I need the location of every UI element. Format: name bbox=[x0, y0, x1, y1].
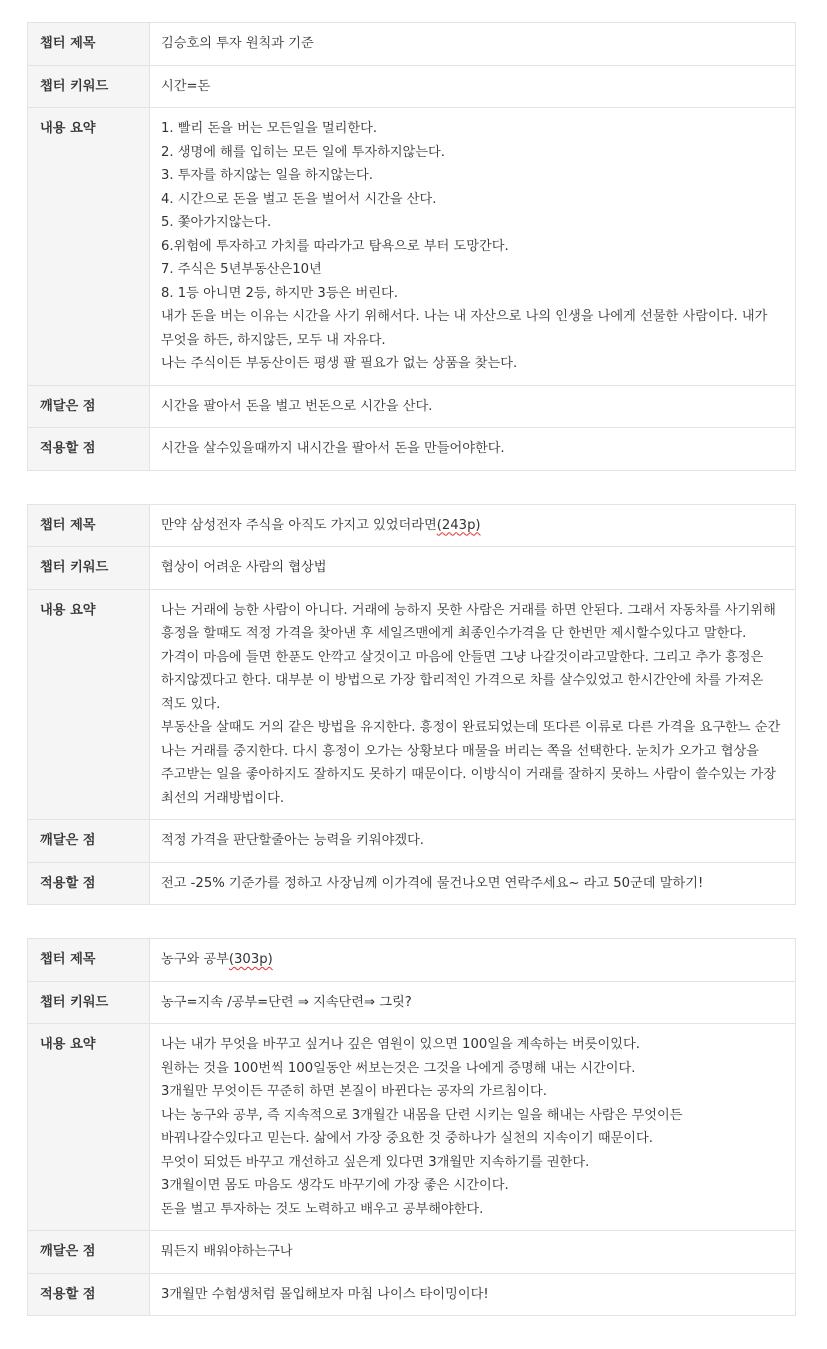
document-body bbox=[27, 22, 796, 1349]
chapter-insight: 적정 가격을 판단할줄아는 능력을 키워야겠다. bbox=[150, 820, 796, 863]
summary-line: 4. 시간으로 돈을 벌고 돈을 벌어서 시간을 산다. bbox=[161, 191, 437, 207]
row-label-apply: 적용할 점 bbox=[28, 862, 150, 905]
summary-line: 돈을 벌고 투자하는 것도 노력하고 배우고 공부해야한다. bbox=[161, 1201, 484, 1217]
row-label-keyword: 챕터 키워드 bbox=[28, 65, 150, 108]
row-label-apply: 적용할 점 bbox=[28, 1273, 150, 1316]
summary-line: 나는 주식이든 부동산이든 평생 팔 필요가 없는 상품을 찾는다. bbox=[161, 356, 518, 371]
chapter-title-page: (243p) bbox=[436, 517, 481, 533]
summary-line: 2. 생명에 해를 입히는 모든 일에 투자하지않는다. bbox=[161, 144, 445, 160]
chapter-insight: 시간을 팔아서 돈을 벌고 번돈으로 시간을 산다. bbox=[150, 385, 796, 428]
table-row bbox=[28, 23, 796, 66]
chapter-title: 김승호의 투자 원칙과 기준 bbox=[150, 23, 796, 66]
table-row bbox=[28, 589, 796, 820]
summary-line: 3개월이면 몸도 마음도 생각도 바꾸기에 가장 좋은 시간이다. bbox=[161, 1178, 509, 1193]
summary-line: 원하는 것을 100번씩 100일동안 써보는것은 그것을 나에게 증명해 내는 시간이다. bbox=[161, 1060, 636, 1076]
chapter-title-main: 만약 삼성전자 주식을 아직도 가지고 있었더라면 bbox=[161, 517, 437, 533]
chapter-insight: 뭐든지 배워야하는구나 bbox=[150, 1231, 796, 1274]
summary-line: 7. 주식은 5년부동산은10년 bbox=[161, 262, 322, 277]
summary-line: 1. 빨리 돈을 버는 모든일을 멀리한다. bbox=[161, 121, 378, 136]
row-label-keyword: 챕터 키워드 bbox=[28, 981, 150, 1024]
chapter-summary-table bbox=[27, 938, 796, 1316]
chapter-keyword: 농구=지속 /공부=단련 ⇒ 지속단련⇒ 그릿? bbox=[150, 981, 796, 1024]
summary-line: 3개월만 무엇이든 꾸준히 하면 본질이 바뀐다는 공자의 가르침이다. bbox=[161, 1084, 547, 1099]
table-row bbox=[28, 1231, 796, 1274]
chapter-title bbox=[150, 504, 796, 547]
chapter-summary bbox=[150, 1024, 796, 1231]
summary-line: 6.위험에 투자하고 가치를 따라가고 탐욕으로 부터 도망간다. bbox=[161, 238, 509, 254]
row-label-summary: 내용 요약 bbox=[28, 589, 150, 820]
chapter-apply: 3개월만 수험생처럼 몰입해보자 마침 나이스 타이밍이다! bbox=[150, 1273, 796, 1316]
row-label-insight: 깨달은 점 bbox=[28, 385, 150, 428]
row-label-insight: 깨달은 점 bbox=[28, 820, 150, 863]
table-row bbox=[28, 939, 796, 982]
summary-line: 5. 쫓아가지않는다. bbox=[161, 215, 272, 230]
row-label-summary: 내용 요약 bbox=[28, 108, 150, 386]
table-row bbox=[28, 65, 796, 108]
table-row bbox=[28, 108, 796, 386]
table-row bbox=[28, 820, 796, 863]
table-row bbox=[28, 1273, 796, 1316]
table-row bbox=[28, 547, 796, 590]
table-row bbox=[28, 504, 796, 547]
summary-line: 나는 농구와 공부, 즉 지속적으로 3개월간 내몸을 단련 시키는 일을 해내는 사람은 무엇이든 바꿔나갈수있다고 믿는다. 삶에서 가장 중요한 것 중하나가 실천의 지속이기 때문이다. bbox=[161, 1107, 687, 1146]
chapter-summary-table bbox=[27, 22, 796, 471]
table-row bbox=[28, 428, 796, 471]
row-label-insight: 깨달은 점 bbox=[28, 1231, 150, 1274]
chapter-summary-table bbox=[27, 504, 796, 906]
summary-line: 내가 돈을 버는 이유는 시간을 사기 위해서다. 나는 내 자산으로 나의 인생을 나에게 선물한 사람이다. 내가 무엇을 하든, 하지않든, 모두 내 자유다. bbox=[161, 309, 772, 348]
row-label-title: 챕터 제목 bbox=[28, 23, 150, 66]
chapter-title-main: 농구와 공부 bbox=[161, 952, 229, 967]
chapter-keyword: 시간=돈 bbox=[150, 65, 796, 108]
table-row bbox=[28, 862, 796, 905]
summary-line: 8. 1등 아니면 2등, 하지만 3등은 버린다. bbox=[161, 285, 398, 301]
row-label-title: 챕터 제목 bbox=[28, 504, 150, 547]
table-row bbox=[28, 1024, 796, 1231]
chapter-apply: 전고 -25% 기준가를 정하고 사장님께 이가격에 물건나오면 연락주세요~ 라고 50군데 말하기! bbox=[150, 862, 796, 905]
row-label-apply: 적용할 점 bbox=[28, 428, 150, 471]
row-label-title: 챕터 제목 bbox=[28, 939, 150, 982]
chapter-title bbox=[150, 939, 796, 982]
summary-line: 나는 거래에 능한 사람이 아니다. 거래에 능하지 못한 사람은 거래를 하면 안된다. 그래서 자동차를 사기위해 흥정을 할때도 적정 가격을 찾아낸 후 세일즈맨에게 최종인수가격을 단 한번만 제시할수있다고 말한다. 가격이 마음에 들면 한푼도 안깍고 살것이고 마음에 안들면 그냥 나갈것이라고말한다. 그리고 추가 흥정은 하지않겠다고 한다. 대부분 이 방법으로 가장 합리적인 가격으로 차를 살수있었고 한시간안에 차를 가져온 적도 있다. bbox=[161, 602, 781, 712]
summary-line: 부동산을 살때도 거의 같은 방법을 유지한다. 흥정이 완료되었는데 또다른 이류로 다른 가격을 요구한느 순간 나는 거래를 중지한다. 다시 흥정이 오가는 상황보다 매물을 버리는 쪽을 선택한다. 눈치가 오가고 협상을 주고받는 일을 좋아하지도 잘하지도 못하기 때문이다. 이방식이 거래를 잘하지 못하느 사람이 쓸수있는 가장 최선의 거래방법이다. bbox=[161, 720, 785, 806]
table-row bbox=[28, 385, 796, 428]
table-row bbox=[28, 981, 796, 1024]
summary-line: 3. 투자를 하지않는 일을 하지않는다. bbox=[161, 168, 373, 183]
chapter-summary bbox=[150, 108, 796, 386]
chapter-keyword: 협상이 어려운 사람의 협상법 bbox=[150, 547, 796, 590]
chapter-title-page: (303p) bbox=[228, 952, 273, 967]
summary-line: 무엇이 되었든 바꾸고 개선하고 싶은게 있다면 3개월만 지속하기를 권한다. bbox=[161, 1154, 590, 1170]
row-label-keyword: 챕터 키워드 bbox=[28, 547, 150, 590]
chapter-summary bbox=[150, 589, 796, 820]
row-label-summary: 내용 요약 bbox=[28, 1024, 150, 1231]
summary-line: 나는 내가 무엇을 바꾸고 싶거나 깊은 염원이 있으면 100일을 계속하는 버릇이있다. bbox=[161, 1037, 640, 1052]
chapter-apply: 시간을 살수있을때까지 내시간을 팔아서 돈을 만들어야한다. bbox=[150, 428, 796, 471]
